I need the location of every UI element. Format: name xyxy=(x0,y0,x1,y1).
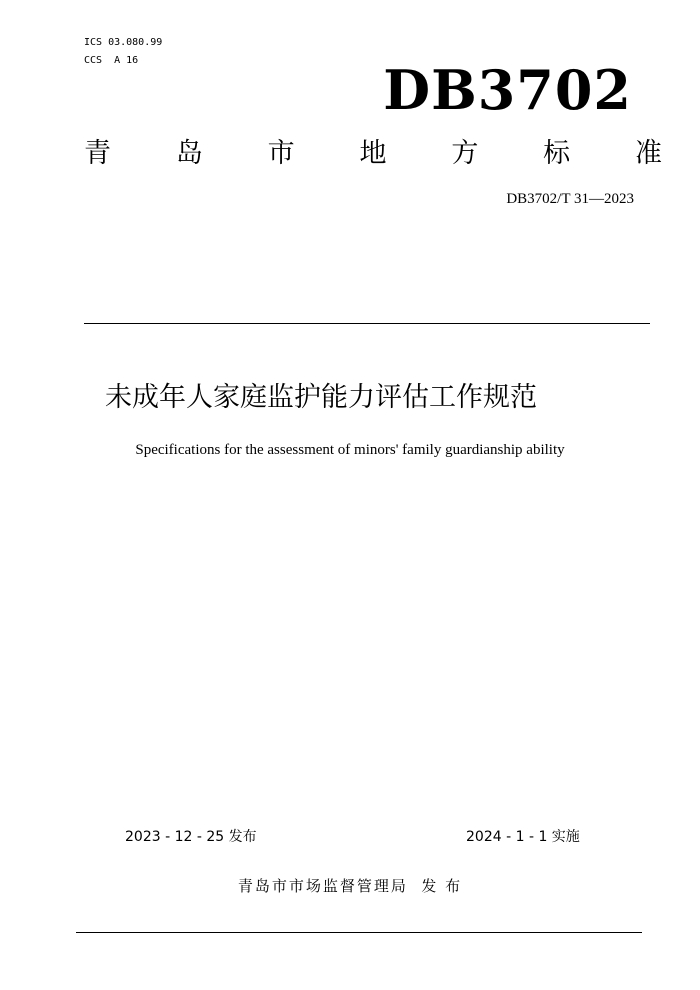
ccs-code: CCS A 16 xyxy=(84,55,139,66)
standard-type-char: 岛 xyxy=(175,138,203,169)
standard-type-char: 地 xyxy=(359,138,387,169)
standard-type-char: 准 xyxy=(634,138,662,169)
implementation-date: 2024 - 1 - 1 实施 xyxy=(466,829,580,845)
standard-number: DB3702/T 31—2023 xyxy=(506,191,634,207)
document-title-english: Specifications for the assessment of minors' family guardianship ability xyxy=(135,442,565,458)
standard-type-char: 方 xyxy=(451,138,479,169)
publisher: 青岛市市场监督管理局 发 布 xyxy=(237,877,463,895)
ics-code: ICS 03.080.99 xyxy=(84,37,163,48)
standard-type-char: 青 xyxy=(84,138,111,169)
bottom-divider xyxy=(76,932,642,933)
standard-type-char: 标 xyxy=(543,138,571,169)
standard-type-char: 市 xyxy=(267,138,295,169)
db-code-heading: DB3702 xyxy=(383,58,632,122)
issue-date: 2023 - 12 - 25 发布 xyxy=(125,829,257,845)
top-divider xyxy=(84,323,650,324)
standard-type-heading xyxy=(84,136,662,172)
document-title-chinese: 未成年人家庭监护能力评估工作规范 xyxy=(105,382,537,413)
